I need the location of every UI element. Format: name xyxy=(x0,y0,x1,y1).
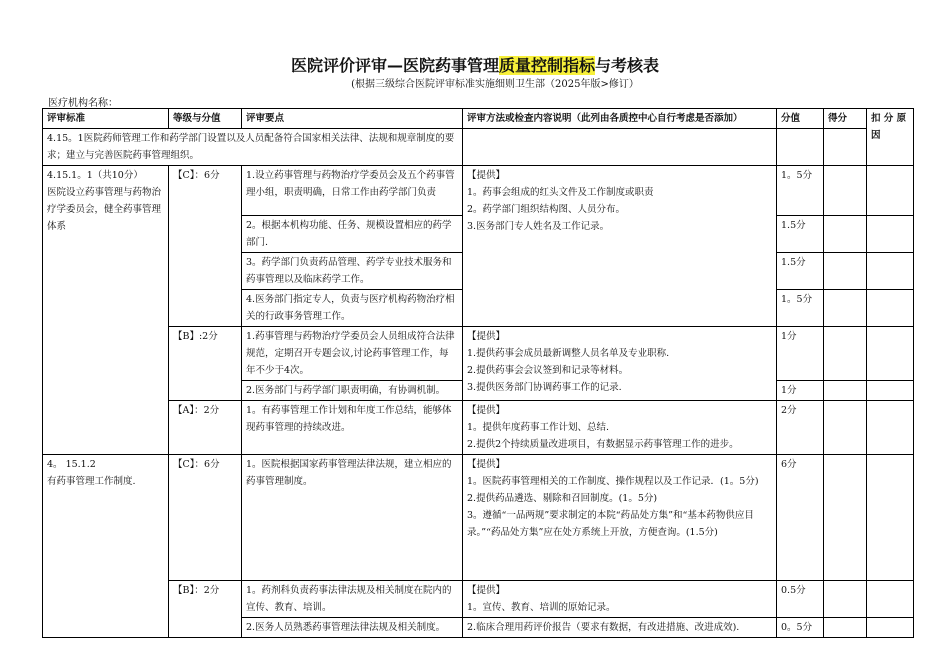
reason-cell[interactable] xyxy=(867,290,914,327)
key-point: 1.药事管理与药物治疗学委员会人员组成符合法律规范，定期召开专题会议,讨论药事管理工作，每年不少于4次。 xyxy=(242,327,463,381)
col-header-key-points: 评审要点 xyxy=(242,109,463,129)
section-obtained-cell xyxy=(824,129,867,166)
score-cell: 0.5分 xyxy=(777,581,824,618)
reason-cell[interactable] xyxy=(867,381,914,401)
score-cell: 1分 xyxy=(777,381,824,401)
key-point: 4.医务部门指定专人，负责与医疗机构药物治疗相关的行政事务管理工作。 xyxy=(242,290,463,327)
method-cell: 【提供】 1。医院药事管理相关的工作制度、操作规程以及工作记录．(1。5分) 2.提供药品遴选、剔除和召回制度。(1。5分) 3。遵循“一品两规”要求制定的本院“药品处方集”和“基本药物供应目录。”“药品处方集”应在处方系统上开放，方便查询。(1.5分) xyxy=(463,455,777,581)
reason-cell[interactable] xyxy=(867,455,914,581)
section-score-cell xyxy=(777,129,824,166)
reason-cell[interactable] xyxy=(867,581,914,618)
score-cell: 0。5分 xyxy=(777,618,824,638)
col-header-standard: 评审标准 xyxy=(43,109,169,129)
score-cell: 1。5分 xyxy=(777,166,824,216)
obtained-cell[interactable] xyxy=(824,253,867,290)
grade-c: 【C】：6分 xyxy=(169,166,242,327)
page-subtitle: (根据三级综合医院评审标准实施细则卫生部（2025年版>修订） xyxy=(351,79,639,90)
grade-c: 【C】：6分 xyxy=(169,455,242,581)
key-point: 3。药学部门负责药品管理、药学专业技术服务和药事管理以及临床药学工作。 xyxy=(242,253,463,290)
obtained-cell[interactable] xyxy=(824,327,867,381)
table-row xyxy=(43,455,914,581)
obtained-cell[interactable] xyxy=(824,581,867,618)
obtained-cell[interactable] xyxy=(824,166,867,216)
reason-cell[interactable] xyxy=(867,618,914,638)
grade-b: 【B】:2分 xyxy=(169,327,242,401)
reason-cell[interactable] xyxy=(867,216,914,253)
key-point: 1。医院根据国家药事管理法律法规，建立相应的药事管理制度。 xyxy=(242,455,463,581)
score-cell: 1分 xyxy=(777,327,824,381)
key-point: 1。药剂科负责药事法律法规及相关制度在院内的宣传、教育、培训。 xyxy=(242,581,463,618)
key-point: 1。有药事管理工作计划和年度工作总结，能够体现药事管理的持续改进。 xyxy=(242,401,463,455)
page-title: 医院评价评审—医院药事管理质量控制指标与考核表 xyxy=(290,56,660,75)
obtained-cell[interactable] xyxy=(824,455,867,581)
section-method-cell xyxy=(463,129,777,166)
col-header-method: 评审方法或检查内容说明（此列由各质控中心自行考虑是否添加） xyxy=(463,109,777,129)
key-point: 2.医务人员熟悉药事管理法律法规及相关制度。 xyxy=(242,618,463,638)
score-cell: 1.5分 xyxy=(777,253,824,290)
reason-cell[interactable] xyxy=(867,166,914,216)
standard-4-15-1-1: 4.15.1。1（共10分） 医院设立药事管理与药物治疗学委员会，健全药事管理体系 xyxy=(43,166,169,455)
method-cell: 2.临床合理用药评价报告（要求有数据，有改进措施、改进成效). xyxy=(463,618,777,638)
grade-b: 【B】：2分 xyxy=(169,581,242,638)
obtained-cell[interactable] xyxy=(824,216,867,253)
table-row xyxy=(43,581,914,618)
institution-name-label: 医疗机构名称： xyxy=(48,98,118,109)
method-cell: 【提供】 1。宣传、教育、培训的原始记录。 xyxy=(463,581,777,618)
score-cell: 1.5分 xyxy=(777,216,824,253)
score-cell: 2分 xyxy=(777,401,824,455)
standard-4-15-1-2: 4。 15.1.2 有药事管理工作制度. xyxy=(43,455,169,638)
title-highlight: 质量控制指标 xyxy=(498,56,595,75)
method-cell: 【提供】 1。药事会组成的红头文件及工作制度或职责 2。药学部门组织结构图、人员分布。 3.医务部门专人姓名及工作记录。 xyxy=(463,166,777,327)
table-row xyxy=(43,327,914,381)
table-row xyxy=(43,166,914,216)
key-point: 2。根据本机构功能、任务、规模设置相应的药学部门. xyxy=(242,216,463,253)
key-point: 1.设立药事管理与药物治疗学委员会及五个药事管理小组，职责明确，日常工作由药学部门负责 xyxy=(242,166,463,216)
obtained-cell[interactable] xyxy=(824,618,867,638)
key-point: 2.医务部门与药学部门职责明确，有协调机制。 xyxy=(242,381,463,401)
reason-cell[interactable] xyxy=(867,327,914,381)
score-cell: 1。5分 xyxy=(777,290,824,327)
score-cell: 6分 xyxy=(777,455,824,581)
assessment-table xyxy=(42,108,914,638)
col-header-grade: 等级与分值 xyxy=(169,109,242,129)
method-cell: 【提供】 1.提供药事会成员最新调整人员名单及专业职称. 2.提供药事会会议签到和记录等材料。 3.提供医务部门协调药事工作的记录. xyxy=(463,327,777,401)
reason-cell[interactable] xyxy=(867,253,914,290)
col-header-deduction-reason: 扣 分 原因 xyxy=(867,109,914,166)
obtained-cell[interactable] xyxy=(824,401,867,455)
obtained-cell[interactable] xyxy=(824,381,867,401)
col-header-obtained: 得分 xyxy=(824,109,867,129)
col-header-score: 分值 xyxy=(777,109,824,129)
obtained-cell[interactable] xyxy=(824,290,867,327)
section-4-15-1: 4.15。1医院药师管理工作和药学部门设置以及人员配备符合国家相关法律、法规和规章制度的要求；建立与完善医院药事管理组织。 xyxy=(43,129,463,166)
section-row xyxy=(43,129,914,166)
header-row xyxy=(43,109,914,129)
method-cell: 【提供】 1。提供年度药事工作计划、总结. 2.提供2个持续质量改进项目，有数据显示药事管理工作的进步。 xyxy=(463,401,777,455)
grade-a: 【A】：2分 xyxy=(169,401,242,455)
reason-cell[interactable] xyxy=(867,401,914,455)
table-row xyxy=(43,401,914,455)
